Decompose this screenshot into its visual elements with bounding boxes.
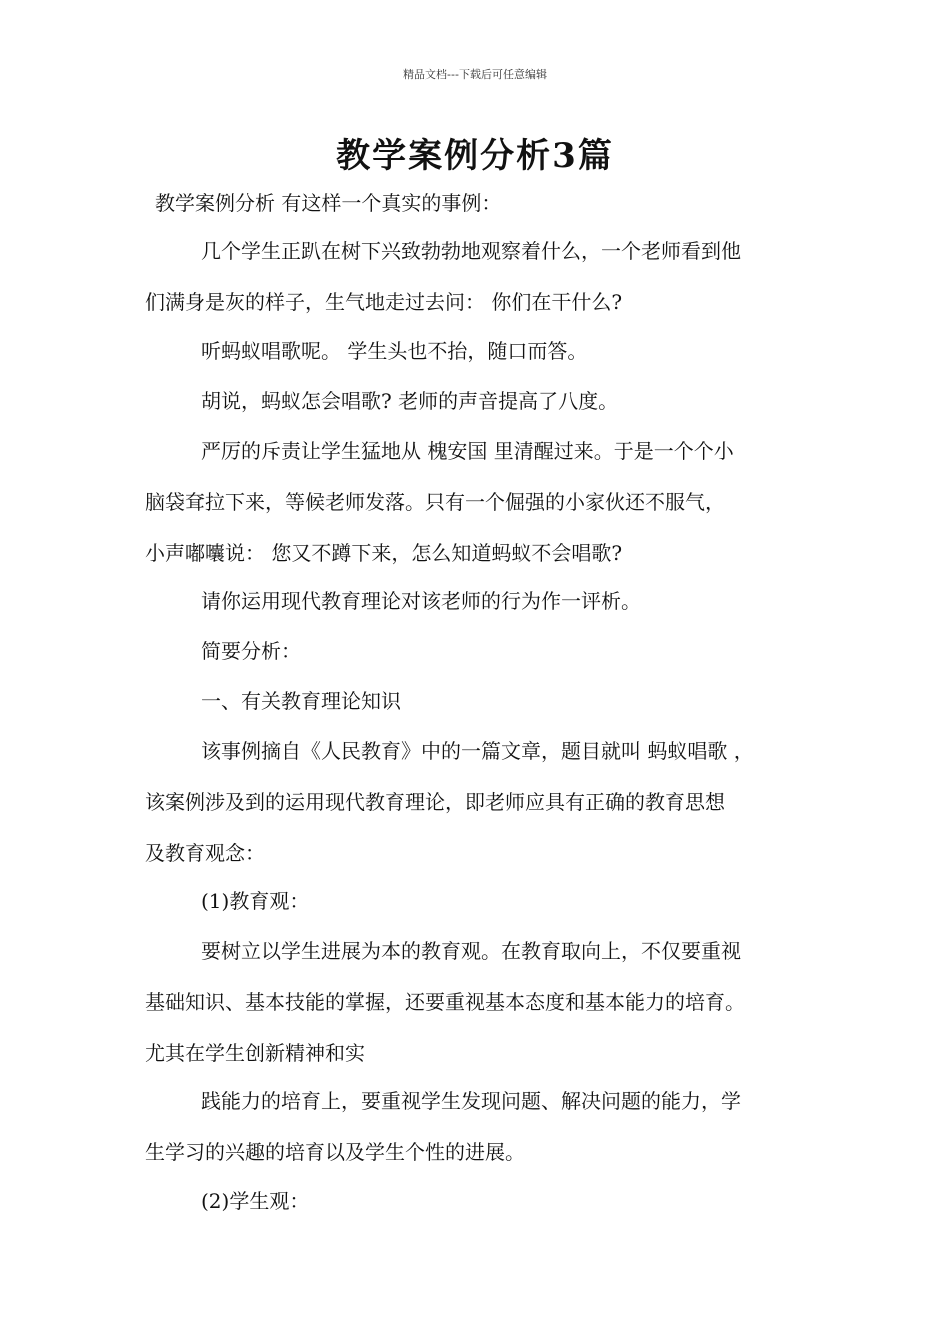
intro-paragraph	[155, 178, 825, 229]
paragraph-brief-analysis	[145, 626, 815, 677]
paragraph-student-answer	[145, 326, 815, 377]
paragraph-scolding	[145, 426, 815, 579]
paragraph-line: 几个学生正趴在树下兴致勃勃地观察着什么，一个老师看到他	[201, 239, 741, 263]
paragraph-line: 该案例涉及到的运用现代教育理论，即老师应具有正确的教育思想	[145, 790, 725, 814]
section-heading-theory	[145, 676, 815, 727]
paragraph-line: 及教育观念：	[145, 841, 265, 865]
intro-line: 教学案例分析 有这样一个真实的事例：	[155, 191, 502, 215]
paragraph-line: 一、有关教育理论知识	[201, 689, 401, 713]
subheading-student-view	[145, 1176, 815, 1227]
paragraph-line: 要树立以学生进展为本的教育观。在教育取向上，不仅要重视	[201, 939, 741, 963]
paragraph-line: 脑袋耷拉下来，等候老师发落。只有一个倔强的小家伙还不服气，	[145, 490, 725, 514]
paragraph-line: 请你运用现代教育理论对该老师的行为作一评析。	[201, 589, 641, 613]
paragraph-line: 小声嘟囔说： 您又不蹲下来，怎么知道蚂蚁不会唱歌?	[145, 541, 623, 565]
paragraph-line: 听蚂蚁唱歌呢。 学生头也不抬，随口而答。	[201, 339, 588, 363]
paragraph-practice-ability	[145, 1076, 815, 1178]
subheading-education-view	[145, 876, 815, 927]
paragraph-education-view	[145, 926, 815, 1079]
paragraph-line: 基础知识、基本技能的掌握，还要重视基本态度和基本能力的培育。	[145, 990, 745, 1014]
paragraph-question	[145, 576, 815, 627]
paragraph-line: 严厉的斥责让学生猛地从 槐安国 里清醒过来。于是一个个小	[201, 439, 734, 463]
paragraph-line: (2)学生观：	[201, 1189, 310, 1213]
paragraph-line: 践能力的培育上，要重视学生发现问题、解决问题的能力，学	[201, 1089, 741, 1113]
paragraph-line: 尤其在学生创新精神和实	[145, 1041, 365, 1065]
paragraph-source	[145, 726, 815, 879]
document-title: 教学案例分析3篇	[336, 136, 614, 176]
paragraph-story-opening	[145, 226, 815, 328]
paragraph-line: 胡说，蚂蚁怎会唱歌? 老师的声音提高了八度。	[201, 389, 619, 413]
paragraph-line: 该事例摘自《人民教育》中的一篇文章，题目就叫 蚂蚁唱歌 ，	[201, 739, 754, 763]
page-header-watermark: 精品文档---下载后可任意编辑	[403, 68, 547, 81]
paragraph-line: 简要分析：	[201, 639, 301, 663]
paragraph-teacher-reply	[145, 376, 815, 427]
paragraph-line: 们满身是灰的样子，生气地走过去问： 你们在干什么?	[145, 290, 623, 314]
paragraph-line: (1)教育观：	[201, 889, 310, 913]
paragraph-line: 生学习的兴趣的培育以及学生个性的进展。	[145, 1140, 525, 1164]
